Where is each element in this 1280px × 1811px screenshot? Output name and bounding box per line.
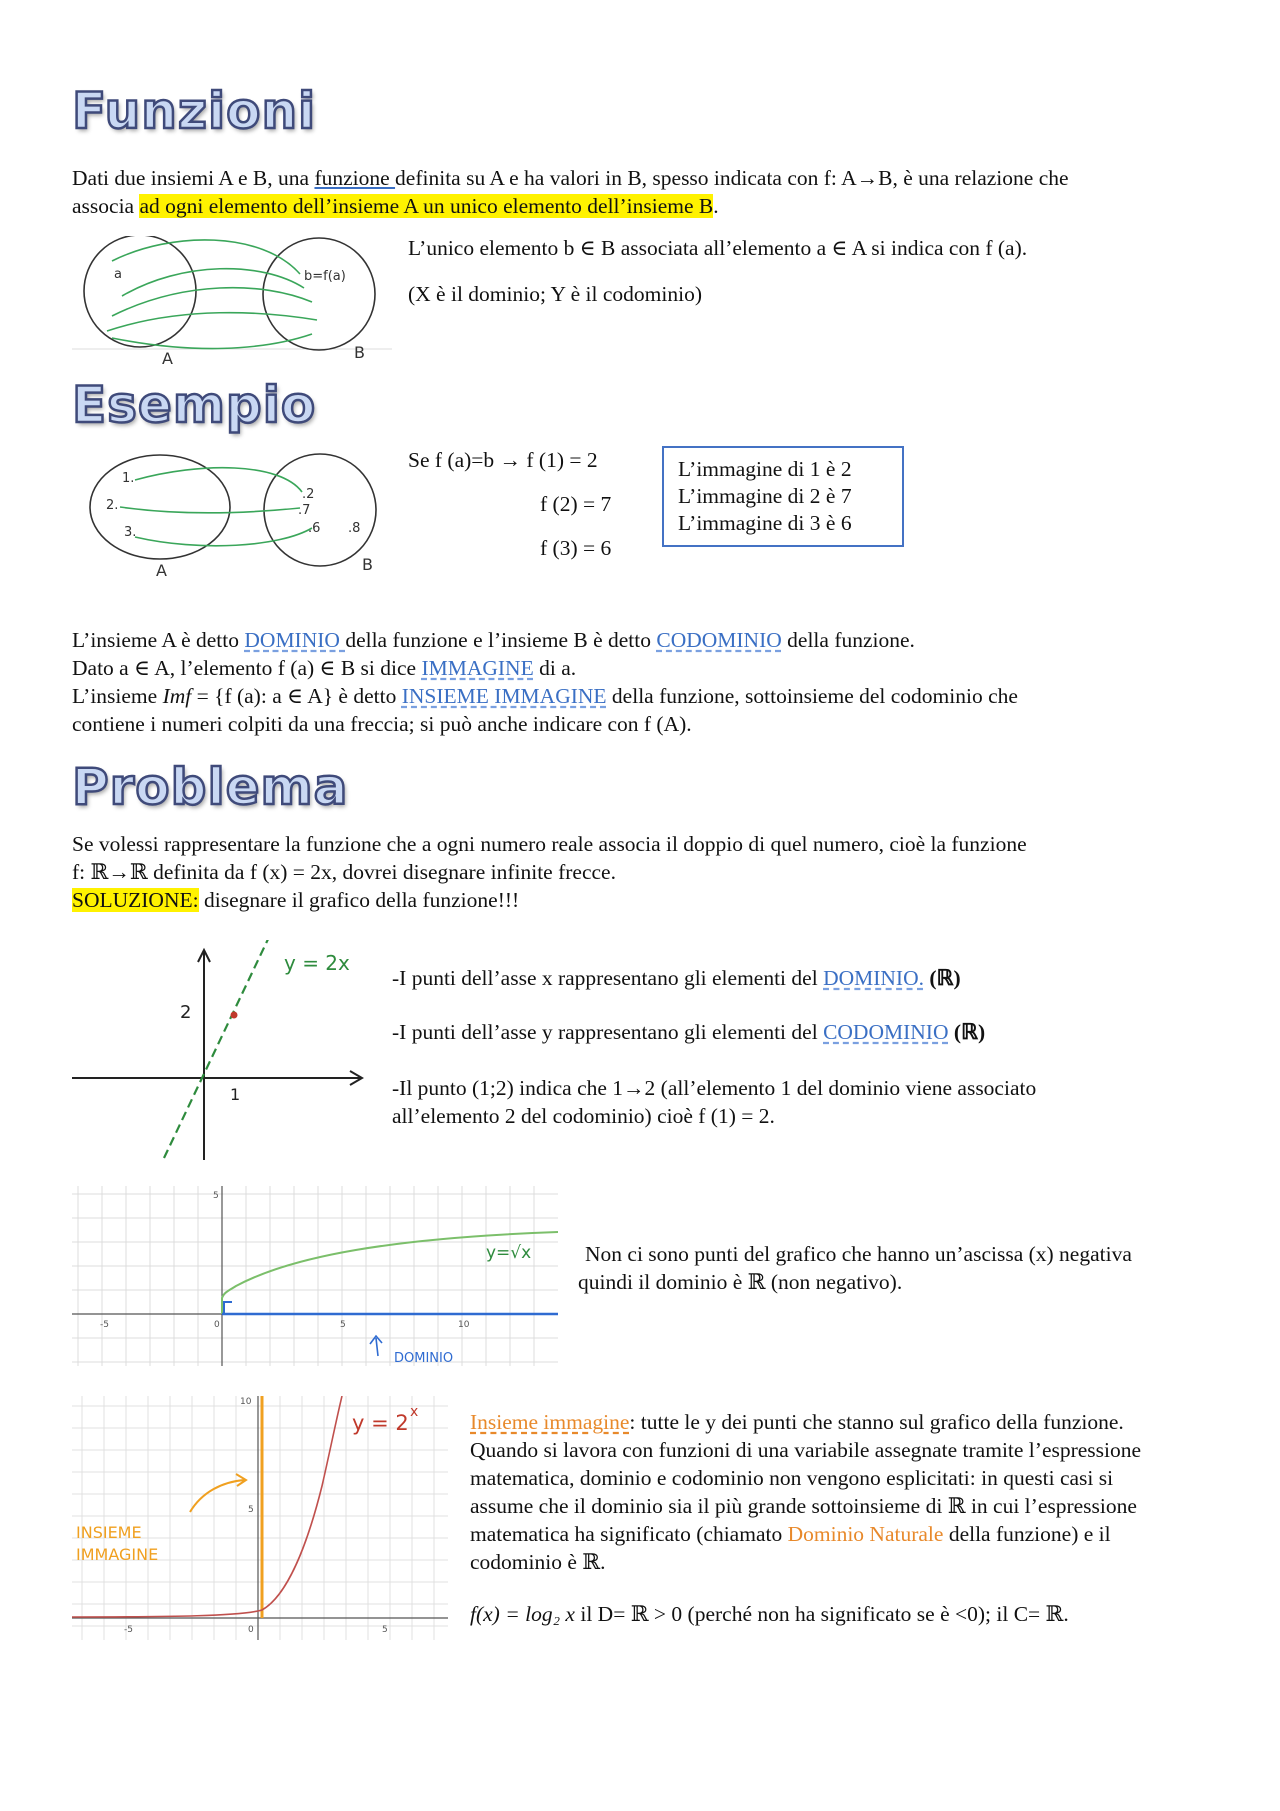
codominio-term: CODOMINIO bbox=[823, 1020, 949, 1044]
codomain-element-2: .2 bbox=[302, 487, 315, 502]
graph1-text-4: all’elemento 2 del codominio) cioè f (1) = 2. bbox=[392, 1104, 775, 1128]
insieme-immagine-term: INSIEME IMMAGINE bbox=[401, 684, 607, 708]
graph3-text: matematica ha significato (chiamato bbox=[470, 1522, 788, 1546]
graph1-text: -I punti dell’asse x rappresentano gli elementi del bbox=[392, 966, 824, 990]
linear-graph bbox=[72, 940, 372, 1160]
highlighted-definition: ad ogni elemento dell’insieme A un unico elemento dell’insieme B bbox=[139, 194, 714, 218]
graph3-text: : tutte le y dei punti che stanno sul grafico della funzione. bbox=[629, 1410, 1124, 1434]
dominio-term: DOMINIO. bbox=[823, 966, 924, 990]
definition-text: = {f (a): a ∈ A} è detto bbox=[191, 684, 402, 708]
dominio-naturale-term: Dominio Naturale bbox=[787, 1522, 944, 1546]
definition-text: Dato a ∈ A, l’elemento f (a) ∈ B si dice bbox=[72, 656, 422, 680]
x-tick-5: 5 bbox=[340, 1320, 346, 1330]
mapping-diagram bbox=[72, 236, 392, 366]
soluzione-label: SOLUZIONE: bbox=[72, 888, 199, 912]
log-formula: f(x) = log₂ x bbox=[470, 1602, 575, 1626]
codomain-element-7: .7 bbox=[298, 503, 311, 518]
x-tick-neg5: -5 bbox=[100, 1320, 109, 1330]
intro-text: definita su A e ha valori in B, spesso indicata con f: A→B, è una relazione che bbox=[395, 166, 1069, 190]
problem-text: disegnare il grafico della funzione!!! bbox=[198, 888, 520, 912]
set-a-label: A bbox=[156, 561, 167, 580]
sqrt-graph bbox=[72, 1186, 558, 1366]
y-tick-10: 10 bbox=[240, 1397, 252, 1407]
graph3-text-4: assume che il dominio sia il più grande sottoinsieme di ℝ in cui l’espressione bbox=[470, 1494, 1137, 1518]
graph1-text: -I punti dell’asse y rappresentano gli elementi del bbox=[392, 1020, 824, 1044]
definition-line-1 bbox=[72, 628, 915, 653]
graph3-text-2: Quando si lavora con funzioni di una variabile assegnate tramite l’espressione bbox=[470, 1438, 1142, 1462]
esempio-heading: Esempio bbox=[72, 376, 317, 434]
image-summary-box bbox=[662, 446, 904, 547]
page-title: Funzioni bbox=[72, 82, 317, 140]
definition-text: L’insieme bbox=[72, 684, 163, 708]
domain-element-2: 2. bbox=[106, 498, 119, 513]
intro-line-1 bbox=[72, 166, 1069, 191]
function-label-exponent: x bbox=[410, 1404, 419, 1420]
x-tick-neg5: -5 bbox=[124, 1625, 133, 1635]
intro-text: . bbox=[713, 194, 719, 218]
example-equation-1: Se f (a)=b → f (1) = 2 bbox=[408, 448, 598, 472]
immagine-term: IMMAGINE bbox=[421, 656, 534, 680]
graph1-text-3: -Il punto (1;2) indica che 1→2 (all’elemento 1 del dominio viene associato bbox=[392, 1076, 1037, 1100]
funzione-term: funzione bbox=[314, 166, 396, 190]
codomain-element-8: .8 bbox=[348, 521, 361, 536]
graph3-text: il D= ℝ > 0 (perché non ha significato se è <0); il C= ℝ. bbox=[574, 1602, 1069, 1626]
x-tick-5: 5 bbox=[382, 1625, 388, 1635]
x-tick-0: 0 bbox=[248, 1625, 254, 1635]
definition-line-2 bbox=[72, 656, 576, 681]
definition-text: di a. bbox=[533, 656, 577, 680]
function-label: y = 2x bbox=[284, 951, 350, 975]
codomain-element-6: .6 bbox=[308, 521, 321, 536]
definition-text: della funzione. bbox=[781, 628, 915, 652]
example-equation-3: f (3) = 6 bbox=[540, 536, 612, 560]
diagram1-text-2: (X è il dominio; Y è il codominio) bbox=[408, 282, 702, 306]
graph2-text-2: quindi il dominio è ℝ (non negativo). bbox=[578, 1270, 903, 1294]
dominio-annotation: DOMINIO bbox=[394, 1351, 454, 1366]
element-a-label: a bbox=[114, 267, 122, 282]
image-line: L’immagine di 3 è 6 bbox=[678, 511, 852, 535]
problema-heading: Problema bbox=[72, 758, 349, 816]
image-line: L’immagine di 1 è 2 bbox=[678, 457, 852, 481]
real-set-symbol: (ℝ) bbox=[948, 1020, 986, 1044]
function-label: y = 2 bbox=[352, 1411, 409, 1435]
element-b-label: b=f(a) bbox=[304, 269, 346, 284]
domain-element-1: 1. bbox=[122, 471, 135, 486]
set-b-label: B bbox=[362, 555, 373, 574]
intro-text: associa bbox=[72, 194, 140, 218]
graph1-text-1 bbox=[392, 966, 961, 991]
log-formula-line bbox=[470, 1602, 1069, 1627]
insieme-immagine-term: Insieme immagine bbox=[470, 1410, 630, 1434]
graph3-text: della funzione) e il bbox=[943, 1522, 1111, 1546]
example-equation-2: f (2) = 7 bbox=[540, 492, 612, 516]
definition-text: della funzione, sottoinsieme del codominio che bbox=[606, 684, 1018, 708]
set-a-label: A bbox=[162, 349, 173, 366]
x-tick-10: 10 bbox=[458, 1320, 470, 1330]
graph3-text-3: matematica, dominio e codominio non vengono esplicitati: in questi casi si bbox=[470, 1466, 1114, 1490]
example-diagram bbox=[80, 452, 390, 582]
problem-line-3 bbox=[72, 888, 519, 913]
graph1-text-2 bbox=[392, 1020, 985, 1045]
dominio-term: DOMINIO bbox=[244, 628, 346, 652]
problem-line-2: f: ℝ→ℝ definita da f (x) = 2x, dovrei disegnare infinite frecce. bbox=[72, 860, 616, 884]
problem-line-1: Se volessi rappresentare la funzione che a ogni numero reale associa il doppio di quel numero, cioè la funzione bbox=[72, 832, 1027, 856]
definition-text: L’insieme A è detto bbox=[72, 628, 245, 652]
function-label: y=√x bbox=[486, 1243, 532, 1263]
definition-line-4: contiene i numeri colpiti da una freccia; si può anche indicare con f (A). bbox=[72, 712, 692, 736]
graph3-text-5 bbox=[470, 1522, 1111, 1547]
domain-element-3: 3. bbox=[124, 525, 137, 540]
codominio-term: CODOMINIO bbox=[656, 628, 782, 652]
insieme-annotation: INSIEME bbox=[76, 1523, 142, 1542]
diagram1-text-1: L’unico elemento b ∈ B associata all’elemento a ∈ A si indica con f (a). bbox=[408, 236, 1028, 260]
real-set-symbol: (ℝ) bbox=[923, 966, 961, 990]
graph3-text-6: codominio è ℝ. bbox=[470, 1550, 606, 1574]
definition-line-3 bbox=[72, 684, 1018, 709]
exponential-graph bbox=[72, 1396, 448, 1640]
imf-symbol: Imf bbox=[162, 684, 192, 708]
graph2-text-1: Non ci sono punti del grafico che hanno un’ascissa (x) negativa bbox=[585, 1242, 1132, 1266]
intro-text: Dati due insiemi A e B, una bbox=[72, 166, 315, 190]
y-tick-2: 2 bbox=[180, 1002, 192, 1023]
x-tick-0: 0 bbox=[214, 1320, 220, 1330]
y-tick-5: 5 bbox=[213, 1191, 219, 1201]
y-tick-5: 5 bbox=[248, 1505, 254, 1515]
graph3-text-1 bbox=[470, 1410, 1124, 1435]
immagine-annotation: IMMAGINE bbox=[76, 1545, 159, 1564]
definition-text: della funzione e l’insieme B è detto bbox=[345, 628, 657, 652]
set-b-label: B bbox=[354, 343, 365, 362]
image-line: L’immagine di 2 è 7 bbox=[678, 484, 852, 508]
x-tick-1: 1 bbox=[230, 1085, 241, 1104]
intro-line-2 bbox=[72, 194, 719, 219]
